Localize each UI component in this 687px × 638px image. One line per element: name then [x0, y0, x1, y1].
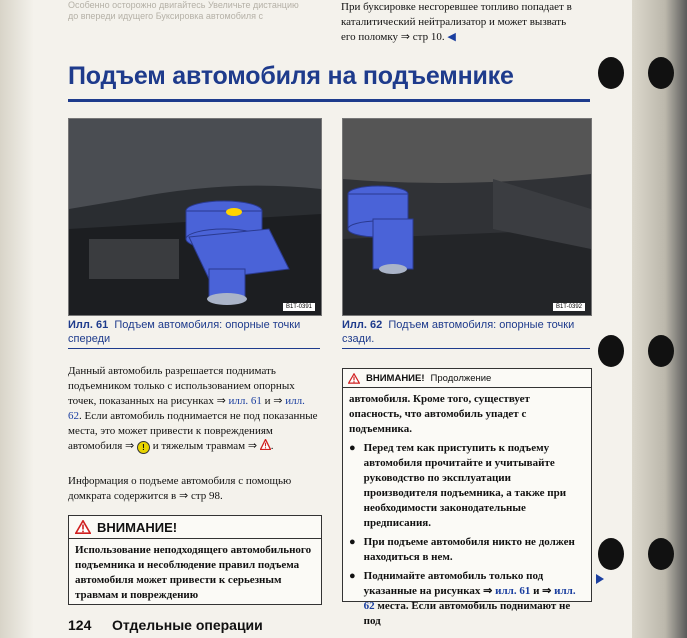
body-paragraph-1 — [68, 364, 318, 454]
continue-arrow-icon — [596, 574, 604, 584]
page-gutter — [0, 0, 34, 638]
warning-heading-suffix: Продолжение — [430, 372, 492, 384]
title-underline — [68, 99, 590, 102]
bullet-3-part-b: и ⇒ — [530, 585, 555, 597]
page-number: 124 — [68, 617, 92, 633]
warning-body-right — [343, 388, 591, 633]
figure-62-caption — [342, 318, 590, 346]
bullet-dot-icon: ● — [349, 442, 356, 454]
body-paragraph-2: Информация о подъеме автомобиля с помощью домкрата содержится в ⇒ стр 98. — [68, 475, 292, 502]
figure-62-link[interactable]: илл. 62 — [68, 395, 305, 422]
figure-62-link[interactable]: илл. 62 — [363, 585, 576, 612]
figure-61-link[interactable]: илл. 61 — [495, 585, 531, 597]
body-p1-part-c: . Если автомобиль поднимается не под показанные места, это может привести к повреждениям автомобиля ⇒ — [68, 410, 318, 452]
binder-hole-top — [598, 57, 624, 89]
binder-hole-top-right — [648, 57, 674, 89]
warning-bullet-1 — [349, 441, 585, 531]
warning-text-left: Использование неподходящего автомобильного подъемника и несоблюдение правил подъема автомобиля может привести к серьезным травмам и повреждению — [75, 544, 312, 601]
warning-triangle-icon — [260, 439, 271, 450]
warning-intro: автомобиля. Кроме того, существует опасность, что автомобиль упадет с подъемника. — [349, 393, 530, 435]
binder-hole-bottom — [598, 538, 624, 570]
binder-hole-middle-right — [648, 335, 674, 367]
figure-62-number: Илл. 62 — [342, 319, 383, 331]
figure-61-text: Подъем автомобиля: опорные точки спереди — [68, 319, 301, 345]
figure-61-link[interactable]: илл. 61 — [228, 395, 262, 407]
warning-box-right — [342, 368, 592, 627]
figure-61-illustration — [69, 119, 321, 315]
figure-61-caption — [68, 318, 320, 346]
warning-bullet-2-text: При подъеме автомобиля никто не должен находиться в нем. — [363, 536, 575, 563]
body-p1-part-d: и тяжелым травмам ⇒ — [149, 440, 260, 452]
binder-hole-bottom-right — [648, 538, 674, 570]
warning-triangle-icon — [348, 373, 360, 384]
top-paragraph — [341, 0, 601, 45]
figure-62-caption-rule — [342, 348, 590, 349]
binder-hole-middle — [598, 335, 624, 367]
warning-header-left — [69, 516, 321, 539]
top-line-2: каталитический нейтрализатор и может вызвать — [341, 16, 567, 28]
figure-61-code: B1T-0391 — [283, 303, 315, 311]
body-p1-part-b: и ⇒ — [261, 395, 286, 407]
bleed-through-text: Особенно осторожно двигайтесь Увеличьте дистанцию до впереди идущего Буксировка автомобиля с — [68, 0, 299, 21]
figure-62-text: Подъем автомобиля: опорные точки сзади. — [342, 319, 575, 345]
figure-62-illustration — [343, 119, 591, 315]
back-arrow-icon: ◀ — [447, 31, 456, 43]
warning-header-right — [343, 369, 591, 388]
section-title: Отдельные операции — [112, 617, 263, 633]
page-title: Подъем автомобиля на подъемнике — [68, 62, 514, 90]
top-line-3: его поломку ⇒ стр 10. — [341, 31, 445, 43]
warning-bullet-3-text — [364, 569, 585, 629]
bullet-3-part-c: места. Если автомобиль поднимают не под — [363, 600, 571, 627]
body-p1-part-a: Данный автомобиль разрешается поднимать подъемником только с использованием опорных точек, показанных на рисунках ⇒ — [68, 365, 295, 407]
figure-62-photo — [342, 118, 592, 316]
warning-heading-right: ВНИМАНИЕ! — [366, 372, 425, 384]
warning-heading-left: ВНИМАНИЕ! — [97, 519, 178, 535]
top-line-3-wrap — [341, 30, 601, 45]
figure-62-code: B1T-0392 — [553, 303, 585, 311]
bullet-dot-icon: ● — [349, 536, 356, 548]
bullet-dot-icon: ● — [349, 570, 356, 582]
warning-bullet-1-text: Перед тем как приступить к подъему автомобиля прочитайте и учитывайте руководство по эксплуатации производителя подъемника, а также при необходимости законодательные предписания. — [363, 442, 567, 529]
damage-info-icon: ! — [137, 441, 150, 454]
warning-bullet-2 — [349, 535, 585, 565]
bullet-3-part-a: Поднимайте автомобиль только под указанные на рисунках ⇒ — [363, 570, 544, 597]
figure-61-photo — [68, 118, 322, 316]
warning-bullet-3 — [349, 569, 585, 629]
top-line-1: При буксировке несгоревшее топливо попадает в — [341, 1, 572, 13]
figure-61-caption-rule — [68, 348, 320, 349]
body-p1-part-e: . — [270, 440, 274, 452]
warning-triangle-icon — [75, 520, 91, 534]
warning-box-left — [68, 515, 322, 605]
figure-61-number: Илл. 61 — [68, 319, 109, 331]
